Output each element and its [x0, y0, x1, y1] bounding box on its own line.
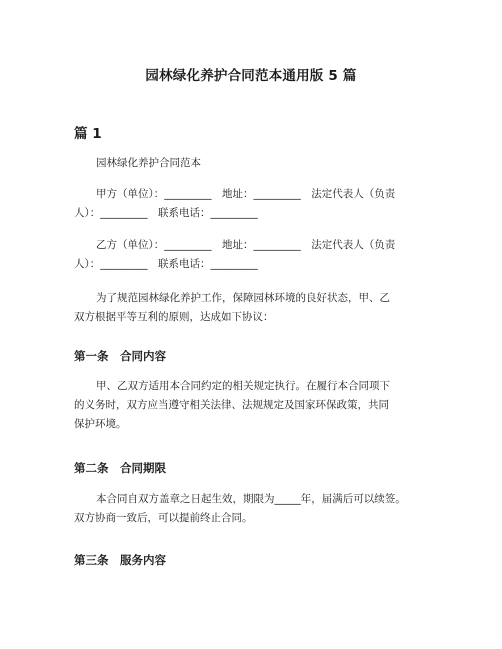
article-2-paragraph — [74, 490, 444, 528]
article-1-line-1: 甲、乙双方适用本合同约定的相关规定执行。在履行本合同项下 — [96, 380, 390, 392]
article-1-line-3: 保护环境。 — [74, 418, 127, 430]
intro-title — [74, 154, 444, 173]
article-2-line-1: 本合同自双方盖章之日起生效，期限为_____年，届满后可以续签。 — [96, 493, 406, 505]
party-b-line-1: 乙方（单位）：_________ 地址：_________ 法定代表人（负责 — [96, 239, 396, 251]
article-2-line-2: 双方协商一致后，可以提前终止合同。 — [74, 512, 253, 524]
party-a-line-2: 人）：_________ 联系电话：_________ — [74, 207, 258, 219]
article-3-heading: 第三条 服务内容 — [74, 553, 166, 567]
article-1-line-2: 的义务时，双方应当遵守相关法律、法规规定及国家环保政策，共同 — [74, 399, 389, 411]
article-1-heading: 第一条 合同内容 — [74, 349, 166, 363]
part-heading: 篇 1 — [74, 126, 102, 142]
document-title: 园林绿化养护合同范本通用版 5 篇 — [145, 68, 357, 84]
party-b-paragraph — [74, 236, 444, 274]
party-a-line-1: 甲方（单位）：_________ 地址：_________ 法定代表人（负责 — [96, 188, 396, 200]
party-a-paragraph — [74, 185, 444, 223]
intro-title-text: 园林绿化养护合同范本 — [96, 157, 201, 169]
preamble-line-2: 双方根据平等互利的原则，达成如下协议： — [74, 311, 274, 323]
preamble-paragraph — [74, 289, 444, 327]
article-1-paragraph — [74, 377, 444, 434]
article-2-heading: 第二条 合同期限 — [74, 461, 166, 475]
preamble-line-1: 为了规范园林绿化养护工作，保障园林环境的良好状态，甲、乙 — [96, 292, 390, 304]
party-b-line-2: 人）：_________ 联系电话：_________ — [74, 258, 258, 270]
